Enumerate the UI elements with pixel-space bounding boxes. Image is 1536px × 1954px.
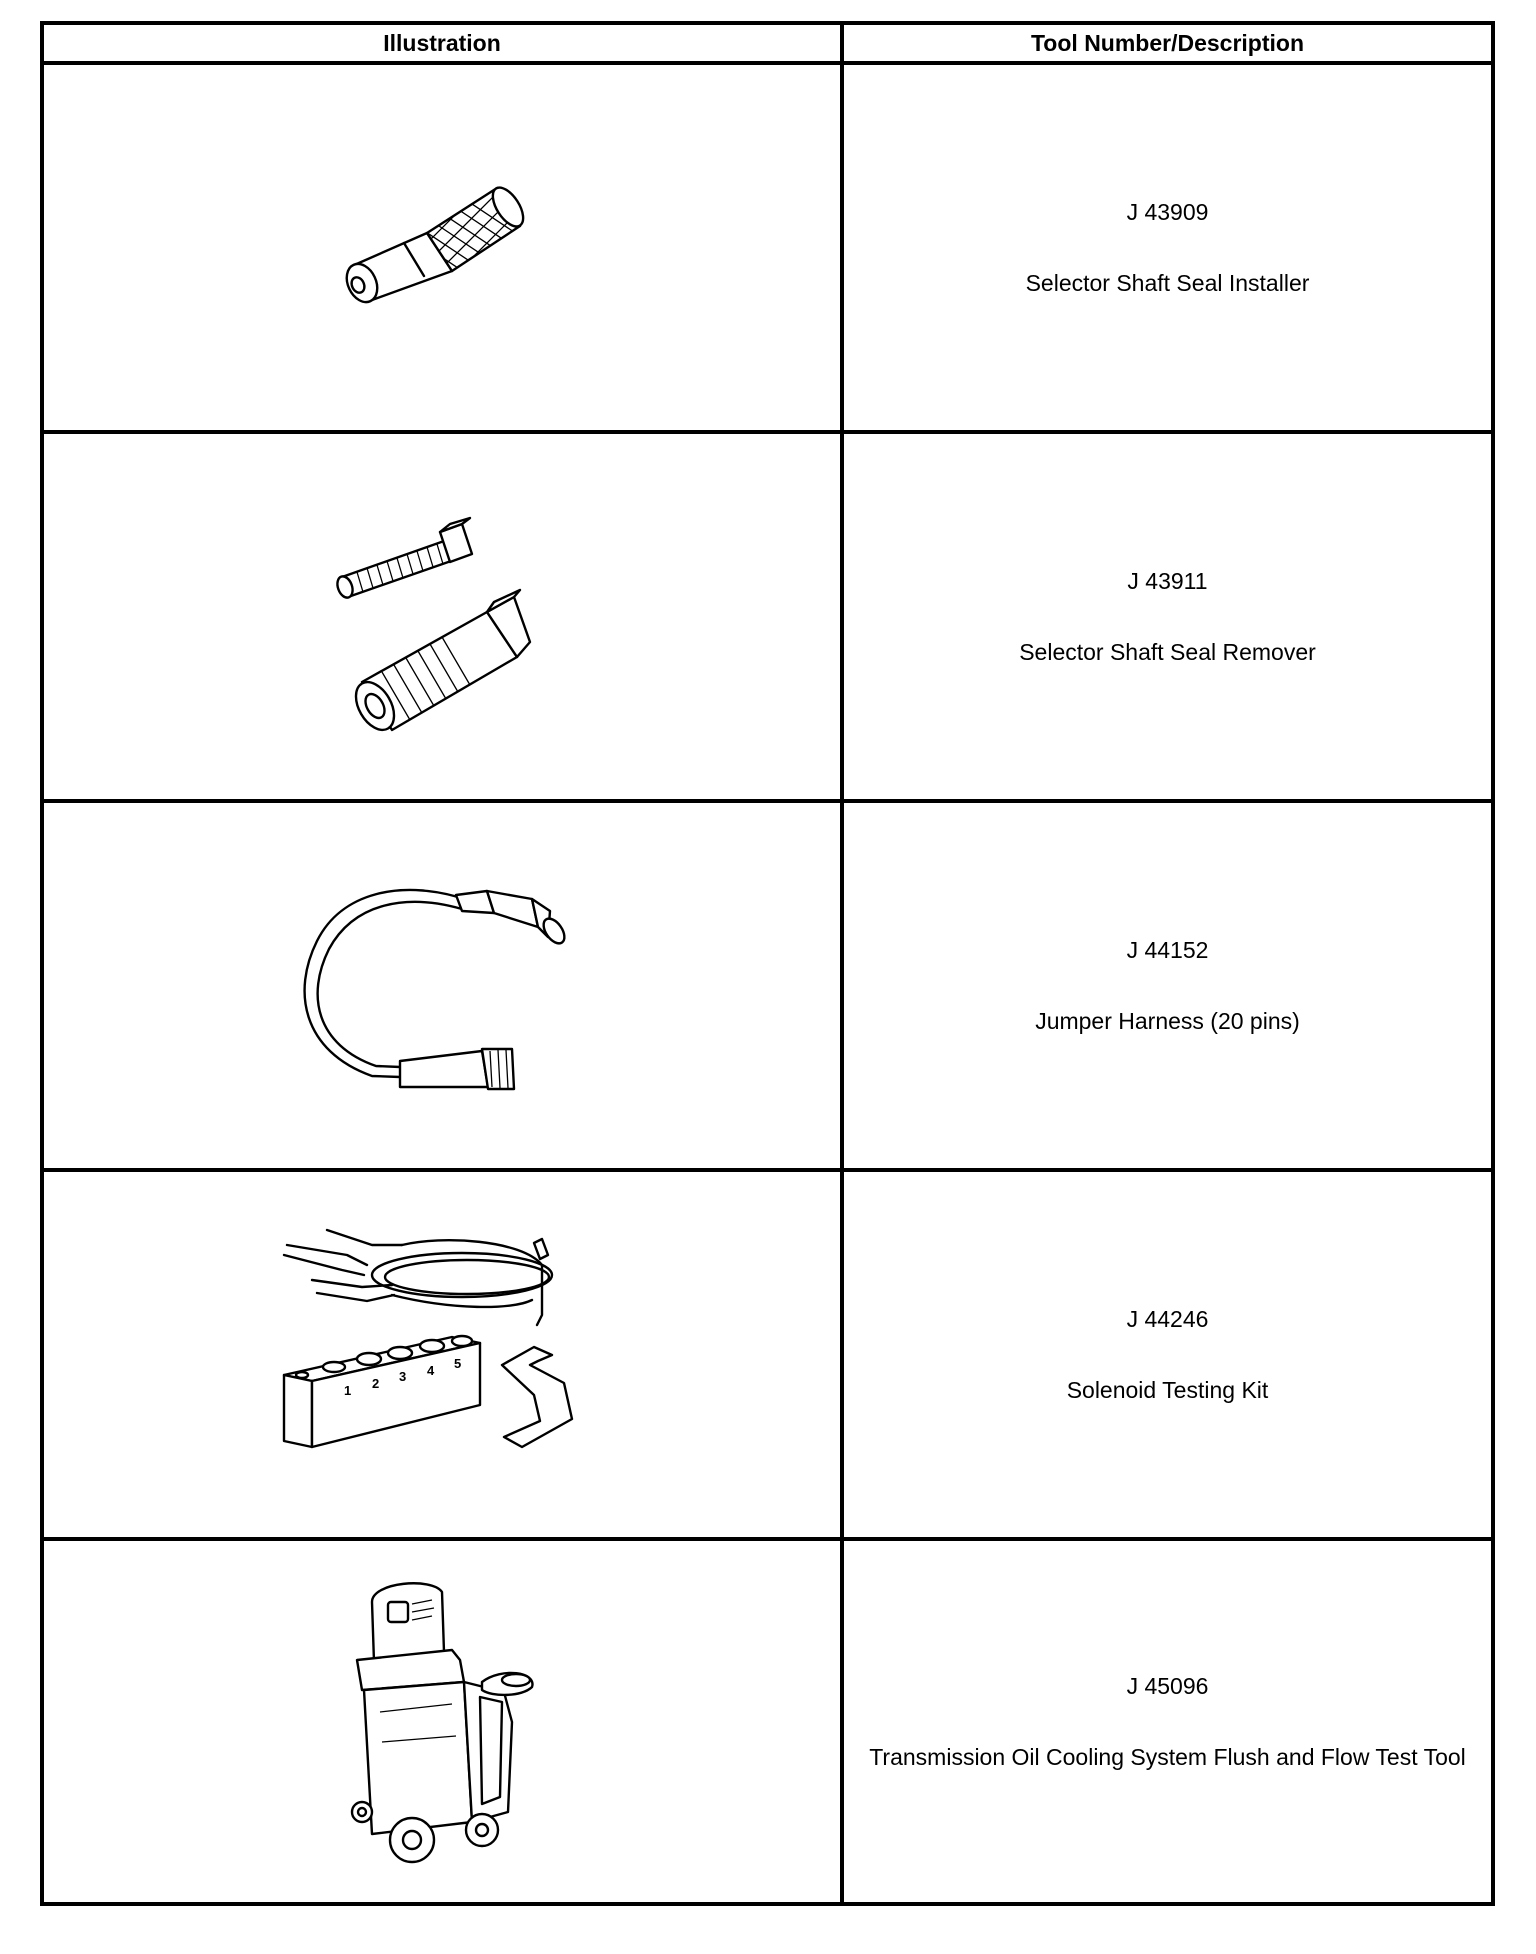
tool-number: J 43911 [1127,567,1208,594]
tool-number: J 43909 [1126,198,1209,225]
table-row [42,432,1493,801]
special-tools-table [40,21,1495,1906]
tool-description-cell [842,1170,1493,1539]
kit-block-label: 1 [344,1382,352,1398]
tool-number: J 45096 [1126,1672,1209,1699]
illustration-cell [42,1539,842,1904]
kit-block-label: 3 [399,1368,407,1384]
solenoid-testing-kit-icon [272,1215,612,1495]
tool-description-cell [842,801,1493,1170]
kit-block-label: 5 [454,1355,462,1371]
table-header-row [42,23,1493,63]
tool-description: Selector Shaft Seal Installer [1025,269,1310,296]
tool-description: Transmission Oil Cooling System Flush and Flow Test Tool [869,1743,1466,1770]
table-row [42,1170,1493,1539]
seal-installer-icon [292,148,592,348]
kit-block-label: 2 [372,1375,380,1391]
header-tool-number-description: Tool Number/Description [842,23,1493,63]
table-row [42,1539,1493,1904]
flush-flow-test-cart-icon [332,1572,552,1872]
tool-description-cell [842,432,1493,801]
tool-description-cell [842,63,1493,432]
kit-block-label: 4 [427,1362,435,1378]
illustration-cell [42,63,842,432]
header-illustration: Illustration [42,23,842,63]
illustration-cell [42,801,842,1170]
tool-description: Jumper Harness (20 pins) [1035,1007,1300,1034]
table-row [42,801,1493,1170]
illustration-cell [42,1170,842,1539]
illustration-cell [42,432,842,801]
tool-description: Selector Shaft Seal Remover [1019,638,1316,665]
tool-description-cell [842,1539,1493,1904]
jumper-harness-icon [282,861,602,1111]
tool-number: J 44246 [1126,1305,1209,1332]
tool-description: Solenoid Testing Kit [1066,1376,1269,1403]
seal-remover-icon [322,502,562,732]
table-row [42,63,1493,432]
tool-number: J 44152 [1126,936,1209,963]
